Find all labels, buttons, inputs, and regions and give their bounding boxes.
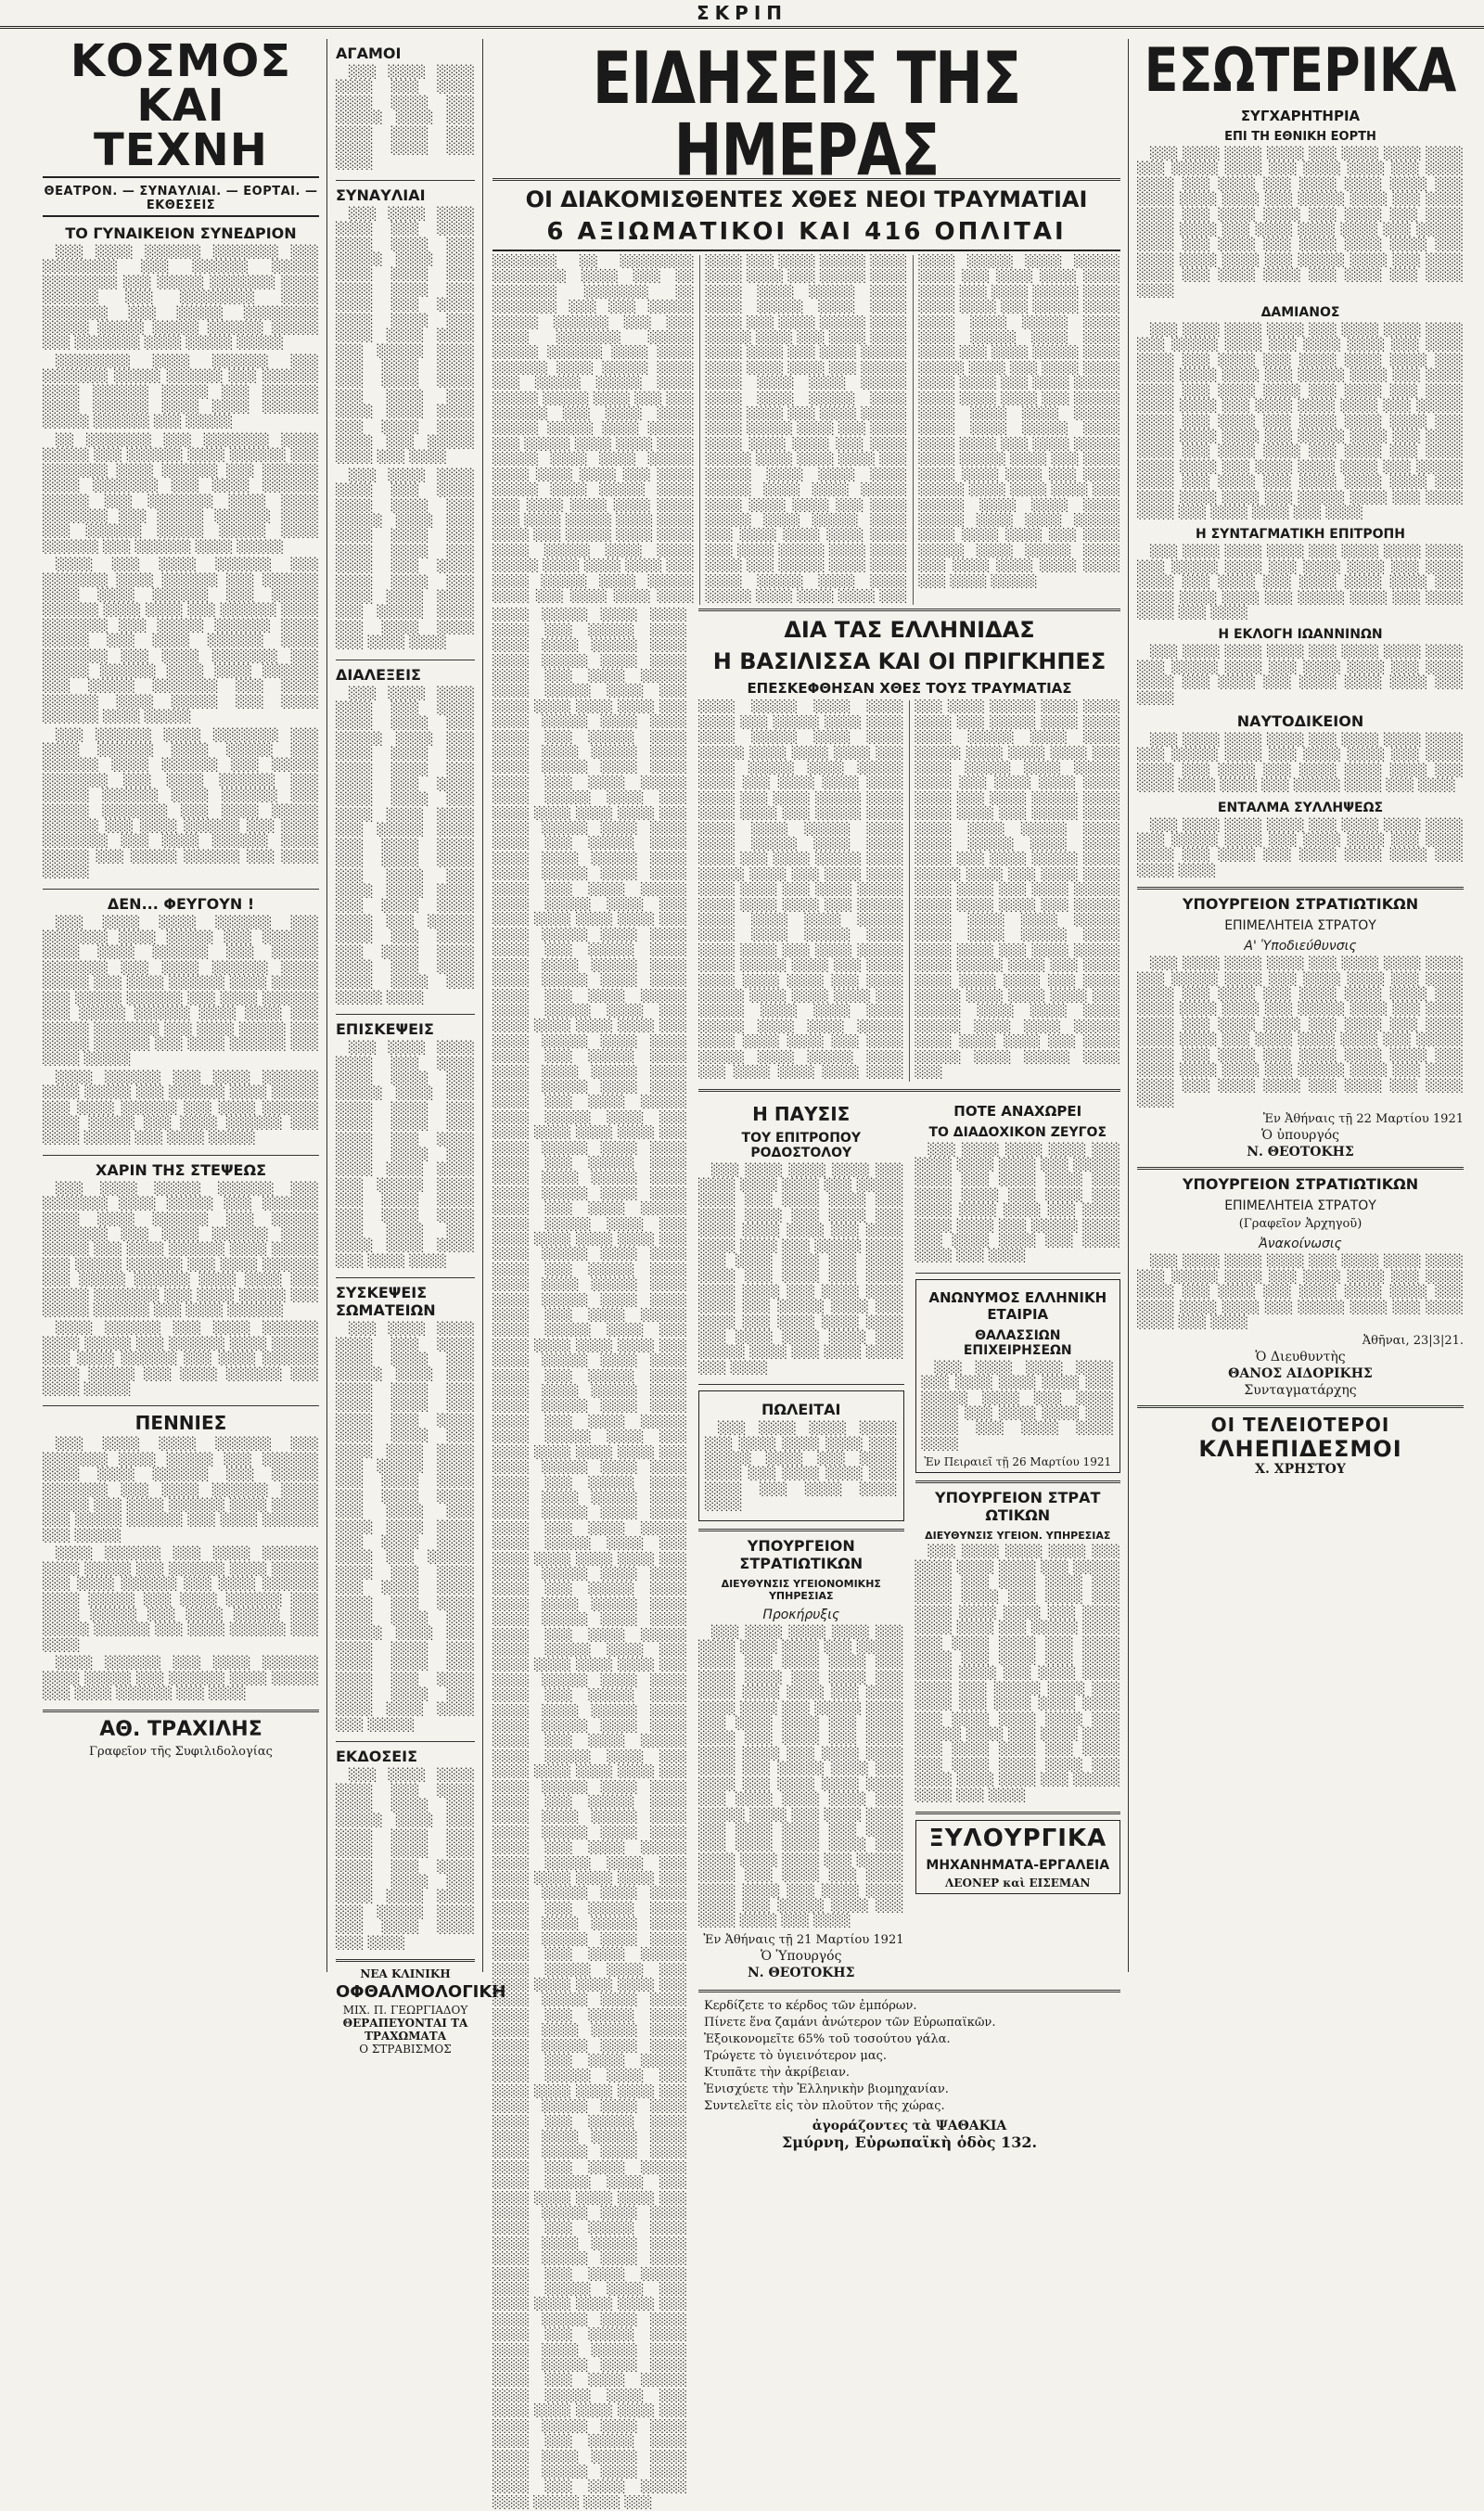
signer-title: Ὁ ὑπουργός (1261, 1128, 1339, 1144)
notice-date: Ἀθῆναι, 23|3|21. (1362, 1334, 1464, 1349)
ad-wood-seller: ΛΕΟΝΕΡ καὶ ΕΙΣΕΜΑΝ (945, 1877, 1091, 1890)
headline-greek-women: ΔΙΑ ΤΑΣ ΕΛΛΗΝΙΔΑΣ (784, 617, 1035, 644)
news-main: ΕΙΔΗΣΕΙΣ ΤΗΣ ΗΜΕΡΑΣ ΟΙ ΔΙΑΚΟΜΙΣΘΕΝΤΕΣ ΧΘΕΣ ΝΕΟΙ ΤΡΑΥΜΑΤΙΑΙ 6 ΑΞΙΩΜΑΤΙΚΟΙ ΚΑΙ 416 ΟΠΛΙΤΑΙ ░░░░░░░ ░░ ░░░░░░░░ ░░░░░░░░ ░░░░ ░░░ ░░ ░░░░░░░ ░░░░░░░ ░░ ░░░░░░░ ░░░ ░░░ ░░░░░ ░░░░░ ░░░░░░ ░░░ ░░░ ░░░░ ░░░░░░░ ░░░░░ ░░░░░ ░░░░░░ ░░░░ ░░░░ ░░░░░░ ░░░░ ░░░░░ ░░░░ ░░░ ░░░░░ ░░░░░ ░░░░ ░░░░░ ░░░░░ ░░░░ ░░░ ░░░ ░░░░░░ ░░░ ░░░░ ░░░░ ░░░░░ ░░░░░ ░░░░ ░░░░░ ░░░ ░░░░░ ░░░░ ░░░░ ░░░░ ░░░░░ ░░░░ ░░░░ ░░░░░ ░░░░ ░░░░ ░░░░ ░░░ ░░░░ ░░░░░ ░░░░ ░░░░░ ░░░░ ░░░ ░░░░ ░░░░ ░░░░ ░░░░ ░░░ ░░░░ ░░░░░ ░░░░ ░░░░ ░░░░ ░░░ ░░░░░ ░░░░ ░░░░ ░░░░ ░░░░░ ░░░░ ░░░░ ░░░░░ ░░░░ ░░░░ ░░░░ ░░░ ░░░░ ░░░░░ ░░░░ ░░░░░ ░░░░ ░░░ ░░░░ ░░░░ ░░░░ ░░░░ ░░░ ░░░░ ░░░░░ ░░░░ ░░░░ ░░░░ ░░░ ░░░░░ ░░░░ ░░░░ ░░░░ ░░░░░ ░░░░ ░░░░ ░░░░░ ░░░░ ░░░░ ░░░░ ░░░ ░░░░ ░░░░░ ░░░░ ░░░░░ ░░░░ ░░░ ░░░░ ░░░░ ░░░░ ░░░░ ░░░ ░░░░ ░░░░░ ░░░░ ░░░░ ░░░░ ░░░ ░░░░░ ░░░░ ░░░░ ░░░░ ░░░░░ ░░░░ ░░░░ ░░░░░ ░░░░ ░░░░ ░░░░ ░░░ ░░░░ ░░░░░ ░░░░ ░░░░░ ░░░░ ░░░ ░░░░ ░░░░ ░░░░ ░░░░ ░░░ ░░░░ ░░░░░ ░░░░ ░░░░ ░░░░ ░░░ ░░░░░ ░░░░ ░░░░ ░░░░ ░░░░░ ░░░░ ░░░░ ░░░░░ ░░░░ ░░░░ ░░░░ ░░░ ░░░░ ░░░░░ ░░░░ ░░░░░ ░░░░ ░░░ ░░░░ ░░░░ ░░░░ ░░░░ ░░░ ░░░░ ░░░░░ ░░░░ ░░░░ ░░░░ ░░░ ░░░░░ ░░░░ ░░░░ ░░░░ ░░░░░ ░░░░ ░░░░ ░░░░░ ░░░░ ░░░░ ░░░░ ░░░ ░░░░ ░░░░░ ░░░░ ░░░░░ ░░░░ ░░░ ░░░░ ░░░░ ░░░░ ░░░░ ░░░ ░░░░ ░░░░░ ░░░░ ░░░░ ░░░░ ░░░ ░░░░░ ░░░░ ░░░░ ░░░░ ░░░░░ ░░░░ ░░░░ ░░░░░ ░░░░ ░░░░ ░░░░ ░░░ ░░░░ ░░░░░ ░░░░ ░░░░░ ░░░░ ░░░ ░░░░ ░░░░ ░░░░ ░░░░ ░░░ ░░░░ ░░░░░ ░░░░ ░░░░ ░░░░ ░░░ ░░░░░ ░░░░ ░░░░ ░░░░ ░░░░░ ░░░░ ░░░░ ░░░░░ ░░░░ ░░░░ ░░░░ ░░░ ░░░░ ░░░░░ ░░░░ ░░░░░ ░░░░ ░░░ ░░░░ ░░░░ ░░░░ ░░░░ ░░░ ░░░░ ░░░░░ ░░░░ ░░░░ ░░░░ ░░░ ░░░░░ ░░░░ ░░░░ ░░░░ ░░░░░ ░░░░ ░░░░ ░░░░░ ░░░░ ░░░░ ░░░░ ░░░ ░░░░ ░░░░░ ░░░░ ░░░░░ ░░░░ ░░░ ░░░░ ░░░░ ░░░░ ░░░░ ░░░ ░░░░ ░░░░░ ░░░░ ░░░░░ ░░░░ ░░░░ ░░░░ ░░░ ░░░░░ ░░░░ ░░░░ ░░░░ ░░░░░ ░░░░ ░░░░ ░░░░░ ░░░░ ░░░░ ░░░░ ░░░ ░░░░ ░░░░░ ░░░░ ░░░░░ ░░░░ ░░░ ░░░░ ░░░░ ░░░░ ░░░░ ░░░ ░░░░ ░░░░░ ░░░░ ░░░░ ░░░░ ░░░ ░░░░░ ░░░░ ░░░░ ░░░░ ░░░░░ ░░░░ ░░░░ ░░░░░ ░░░░ ░░░░ ░░░░ ░░░ ░░░░ ░░░░░ ░░░░ ░░░░░ ░░░░ ░░░ ░░░░ ░░░░ ░░░░ ░░░░ ░░░ ░░░░ ░░░░░ ░░░░ ░░░░ ░░░░ ░░░ ░░░░░ ░░░░ ░░░░ ░░░░ ░░░░░ ░░░░ ░░░░ ░░░░░ ░░░░ ░░░░ ░░░░ ░░░ ░░░░ ░░░░░ ░░░░ ░░░░░ ░░░░ ░░░ ░░░░ ░░░░ ░░░░ ░░░░ ░░░ ░░░░ ░░░░░ ░░░░ ░░░░ ░░░░ ░░░ ░░░░░ ░░░░ ░░░░ ░░░░ ░░░░░ ░░░░ ░░░░ ░░░░░ ░░░░ ░░░░ ░░░░ ░░░ ░░░░ ░░░░░ ░░░░ ░░░░░ ░░░░ ░░░ ░░░░ ░░░░ ░░░░ ░░░░ ░░░ ░░░░ ░░░░░ ░░░░ ░░░░ ░░░░ ░░░ ░░░░░ ░░░░ ░░░░ ░░░░ ░░░░░ ░░░░ ░░░░ ░░░░░ ░░░░ ░░░░ ░░░░ ░░░ ░░░░ ░░░░░ ░░░░ ░░░░░ ░░░░ ░░░ ░░░░ ░░░░ ░░░░ ░░░░ ░░░ ░░░░ ░░░░░ ░░░░ ░░░░ ░░░░ ░░░ ░░░░░ ░░░░ ░░░░ ░░░░ ░░░░░ ░░░░ ░░░░ ░░░░░ ░░░░ ░░░░ ░░░░ ░░░ ░░░░ ░░░░░ ░░░░ ░░░░░ ░░░░ ░░░ ░░░░ ░░░░ ░░░░ ░░░░ ░░░ ░░░░ ░░░░░ ░░░░ ░░░░ ░░░░ ░░░ ░░░░░ ░░░░ ░░░░ ░░░░ ░░░░░ ░░░░ ░░░░ ░░░░░ ░░░░ ░░░░ ░░░░ ░░░ ░░░░ ░░░░░ ░░░░ ░░░░░ ░░░░ ░░░ ░░░░ ░░░░ ░░░░ ░░░░ ░░░ ░░░░ ░░░░░ ░░░░ ░░░░ ░░░░ ░░░ ░░░░░ ░░░░ ░░░░ ░░░░ ░░░░░ ░░░░ ░░░░ ░░░░░ ░░░░ ░░░░ ░░░░ ░░░ ░░░░ ░░░░░ ░░░░ ░░░░░ ░░░░ ░░░ ░░░░ ░░░░ ░░░░ ░░░░ ░░░ ░░░░ ░░░░░ ░░░░ ░░░░ ░░░░ ░░░ ░░░░░ ░░░░ ░░░░ ░░░░ ░░░░░ ░░░░ ░░░░ ░░░░░ ░░░░ ░░░░ ░░░░ ░░░ ░░░░ ░░░░░ ░░░░ ░░░░░ ░░░░ ░░░ ░░░░ ░░░░ ░░░░ ░░░░ ░░░ ░░░░ ░░░░░ ░░░░ ░░░░ ░░░░ ░░░ ░░░░░ ░░░░ ░░░░ ░░░░ ░░░░░ ░░░░ ░░░░ ░░░░░ ░░░░ ░░░░ ░░░░ ░░░ ░░░░ ░░░░░ ░░░░ ░░░░░ ░░░░ ░░░ ░░░░ ░░░░ ░░░░ ░░░░ ░░░ ░░░░ ░░░░░ ░░░░ ░░░░ ░░░░ ░░░ ░░░░░ ░░░░ ░░░░ ░░░░ ░░░░░ ░░░░ ░░░░ ░░░░░ ░░░░ ░░░░ ░░░░ ░░░ ░░░░ ░░░░░ ░░░░ ░░░░░ ░░░░ ░░░ ░░░░ ░░░░ ░░░░ ░░░░ ░░░ ░░░░ ░░░░░ ░░░░ ░░░░ ░░░░ ░░░ ░░░░░ ░░░░ ░░░░ ░░░░ ░░░░░ ░░░░ ░░░░ ░░░░░ ░░░░ ░░░░ ░░░░ ░░░ ░░░░ ░░░░░ ░░░░ ░░░░░ ░░░░ ░░░ ░░░░ ░░░░ ░░░░ ░░░░ ░░░ ░░░░ ░░░░░ ░░░░ ░░░░ ░░░░ ░░░ ░░░░░ ░░░░ ░░░░ ░░░░ ░░░░░ ░░░░ ░░░░ ░░░░░ ░░░░ ░░░░ ░░░░ ░░░ ░░░░ ░░░░░ ░░░░ ░░░░░ ░░░░ ░░░ ░░░░ ░░░░ ░░░░ ░░░░ ░░░ ░░░░ ░░░░░ ░░░░ ░░░░ ░░░░ ░░░ ░░░░░ ░░░░ ░░░░ ░░░░ ░░░░░ ░░░░ ░░░░ ░░░░░ ░░░░ ░░░░ ░░░░ ░░░ ░░░░ ░░░░░ ░░░░ ░░░░░ ░░░░ ░░░ ░░░░ ░░░░ ░░░░ ░░░░ ░░░ ░░░░ ░░░░░ ░░░░ ░░░░ ░░░░ ░░░ ░░░░░ ░░░░ ░░░░ ░░░░ ░░░░░ ░░░░ ░░░░ ░░░░░ ░░░░ ░░░░ ░░░░ ░░░ ░░░░ ░░░░░ ░░░░ ░░░░░ ░░░░ ░░░ ░░░░ ░░░░ ░░░░ ░░░░ ░░░ ░░░░ ░░░░░ ░░░░ ░░░░ ░░░░ ░░░ ░░░░░ ░░░░ ░░░░ ░░░░ ░░░░░ ░░░░ ░░░░ ░░░░░ ░░░░ ░░░░ ░░░░ ░░░ ░░░░ ░░░░░ ░░░░ ░░░░░ ░░░░ ░░░ ░░░░ ░░░░ ░░░░ ░░░░ ░░░ ░░░░ ░░░░░ ░░░░ ░░░░ ░░░░ ░░░ ░░░░░ ░░░░ ░░░░ ░░░░ ░░░░░ ░░░░ ░░░░ ░░░░░ ░░░░ ░░░░ ░░░░ ░░░ ░░░░ ░░░░░ ░░░░ ░░░░░ ░░░░ ░░░ ░░░░ ░░░░ ░░░░ ░░░░ ░░░ ░░░░ ░░░░░ ░░░░ ░░░░ ░░░░ ░░░ ░░░░░ ░░░░ ░░░░ ░░░░ ░░░░░ ░░░░ ░░░░ ░░░░░ ░░░░ ░░░░ ░░░░ ░░░ ░░░░ ░░░░░ ░░░░ ░░░░░ ░░░░ ░░░ ΔΙΑ ΤΑΣ ΕΛΛΗΝΙΔΑΣ Η ΒΑΣΙΛΙΣΣΑ ΚΑΙ ΟΙ ΠΡΙΓΚΗΠΕΣ ΕΠΕΣΚΕΦΘΗΣΑΝ ΧΘΕΣ ΤΟΥΣ ΤΡΑΥΜΑΤΙΑΣ ░░░░ ░░░░░ ░░░░ ░░░░ ░░░░ ░░░ ░░░░░ ░░░░ ░░░░ ░░░░ ░░░░░ ░░░░ ░░░░ ░░░░░ ░░░░ ░░░░ ░░░░ ░░░ ░░░░ ░░░░░ ░░░░ ░░░░░ ░░░░ ░░░ ░░░░ ░░░░ ░░░░ ░░░░ ░░░ ░░░░ ░░░░░ ░░░░ ░░░░ ░░░░ ░░░ ░░░░░ ░░░░ ░░░░ ░░░░ ░░░░░ ░░░░ ░░░░ ░░░░░ ░░░░ ░░░░ ░░░░ ░░░ ░░░░ ░░░░░ ░░░░ ░░░░░ ░░░░ ░░░ ░░░░ ░░░░ ░░░░ ░░░░ ░░░ ░░░░ ░░░░░ ░░░░ ░░░░ ░░░░ ░░░ ░░░░░ ░░░░ ░░░░ ░░░░ ░░░░░ ░░░░ ░░░░ ░░░░░ ░░░░ ░░░░ ░░░░ ░░░ ░░░░ ░░░░░ ░░░░ ░░░░░ ░░░░ ░░░ ░░░░ ░░░░ ░░░░ ░░░░ ░░░ ░░░░ ░░░░░ ░░░░ ░░░░ ░░░░ ░░░ ░░░░░ ░░░░ ░░░░ ░░░░ ░░░░░ ░░░░ ░░░░ ░░░░░ ░░░░ ░░░░ ░░░░ ░░░ ░░░░ ░░░░░ ░░░░ ░░░░░ ░░░░ ░░░ ░░░░ ░░░░ ░░░░ ░░░░ ░░░ ░░░░ ░░░░░ ░░░░ ░░░░ ░░░░ ░░░ ░░░░░ ░░░░ ░░░░ ░░░░ ░░░░░ ░░░░ ░░░░ ░░░░░ ░░░░ ░░░░ ░░░░ ░░░ ░░░░ ░░░░░ ░░░░ ░░░░░ ░░░░ ░░░ ░░░░ ░░░░ ░░░░ ░░░░ ░░░ ░░░░ ░░░░░ ░░░░ ░░░░ ░░░░ ░░░ ░░░░░ ░░░░ ░░░░ ░░░░ ░░░░░ ░░░░ ░░░░ ░░░░░ ░░░░ ░░░░ ░░░░ ░░░ ░░░░ ░░░░░ ░░░░ ░░░░░ ░░░░ ░░░ ░░░░ ░░░░ ░░░░ ░░░░ ░░░ ░░░░ ░░░░░ ░░░░ ░░░░ ░░░░ ░░░ ░░░░░ ░░░░ ░░░░ ░░░░ ░░░░░ ░░░░ ░░░░ ░░░░░ ░░░░ ░░░░ ░░░░ ░░░ ░░░░ ░░░░░ ░░░░ ░░░░░ ░░░░ ░░░ ░░░░ ░░░░ ░░░░ ░░░░ ░░░ ░░░░ ░░░░░ ░░░░ ░░░░ ░░░░ ░░░ ░░░░░ ░░░░ ░░░░ ░░░░ ░░░░░ ░░░░ ░░░░ ░░░░░ ░░░░ ░░░░ ░░░░ ░░░ ░░░░ ░░░░░ ░░░░ ░░░░░ ░░░░ ░░░ Η ΠΑΥΣΙΣ ΤΟΥ ΕΠΙΤΡΟΠΟΥ ΡΟΔΟΣΤΟΛΟΥ ░░░ ░░░░ ░░░░ ░░░░ ░░░ ░░░░ ░░░░ ░░░░ ░░░ ░░░░░ ░░░░ ░░░ ░░░░ ░░░░ ░░░ ░░░░ ░░░░ ░░░ ░░░░ ░░░ ░░░░ ░░░░ ░░░░ ░░░ ░░░░ ░░░░ ░░░░ ░░░ ░░░░░ ░░░░ ░░░ ░░░░ ░░░░ ░░░ ░░░░ ░░░░ ░░░ ░░░░ ░░░ ░░░░ ░░░░ ░░░░ ░░░ ░░░░ ░░░░ ░░░░ ░░░ ░░░░░ ░░░░ ░░░ ░░░░ ░░░ ░░░░ ░░░░ ░░░░ ░░░ ░░░░ ░░░░ ░░░░ ░░░ ░░░░░ ░░░░ ░░░ ░░░░ ░░░░ ░░░ ░░░░ ΠΩΛΕΙΤΑΙ ░░░ ░░░░ ░░░░ ░░░░ ░░░ ░░░░ ░░░░ ░░░░ ░░░ ░░░░░ ░░░░ ░░░ ░░░░ ░░░░ ░░░ ░░░░ ░░░░ ░░░ ░░░░ ░░░ ░░░░ ░░░░ ░░░░ ΥΠΟΥΡΓΕΙΟΝ ΣΤΡΑΤΙΩΤΙΚΩΝ ΔΙΕΥΘΥΝΣΙΣ ΥΓΕΙΟΝΟΜΙΚΗΣ ΥΠΗΡΕΣΙΑΣ Προκήρυξις ░░░ ░░░░ ░░░░ ░░░░ ░░░ ░░░░ ░░░░ ░░░░ ░░░ ░░░░░ ░░░░ ░░░ ░░░░ ░░░░ ░░░ ░░░░ ░░░░ ░░░ ░░░░ ░░░ ░░░░ ░░░░ ░░░░ ░░░ ░░░░ ░░░░ ░░░░ ░░░ ░░░░░ ░░░░ ░░░ ░░░░ ░░░░ ░░░ ░░░░ ░░░░ ░░░ ░░░░ ░░░ ░░░░ ░░░░ ░░░░ ░░░ ░░░░ ░░░░ ░░░░ ░░░ ░░░░░ ░░░░ ░░░ ░░░░ ░░░ ░░░░ ░░░░ ░░░░ ░░░ ░░░░ ░░░░ ░░░░ ░░░ ░░░░░ ░░░░ ░░░ ░░░░ ░░░░ ░░░ ░░░░ ░░░░ ░░░ ░░░░ ░░░ ░░░░ ░░░░ ░░░░ ░░░ ░░░░ ░░░░ ░░░░ ░░░ ░░░░░ ░░░░ ░░░ ░░░░ ░░░ ░░░░ ░░░░ ░░░░ ░░░ ░░░░ ░░░░ ░░░░ ░░░ ░░░░░ ░░░░ ░░░ ░░░░ ░░░░ ░░░ ░░░░ Ἐν Ἀθήναις τῇ 21 Μαρτίου 1921 Ὁ Ὑπουργός Ν. ΘΕΟΤΟΚΗΣ ΠΟΤΕ ΑΝΑΧΩΡΕΙ ΤΟ ΔΙΑΔΟΧΙΚΟΝ ΖΕΥΓΟΣ ░░░ ░░░░ ░░░░ ░░░░ ░░░ ░░░░ ░░░░ ░░░░ ░░░ ░░░░░ ░░░░ ░░░ ░░░░ ░░░░ ░░░ ░░░░ ░░░░ ░░░ ░░░░ ░░░ ░░░░ ░░░░ ░░░░ ░░░ ░░░░ ░░░░ ░░░░ ░░░ ░░░░░ ░░░░ ░░░ ░░░░ ░░░░ ░░░ ░░░░ ░░░░ ░░░ ░░░░ ΑΝΩΝΥΜΟΣ ΕΛΛΗΝΙΚΗ ΕΤΑΙΡΙΑ ΘΑΛΑΣΣΙΩΝ ΕΠΙΧΕΙΡΗΣΕΩΝ ░░░ ░░░░ ░░░░ ░░░░ ░░░ ░░░░ ░░░░ ░░░░ ░░░ ░░░░░ ░░░░ ░░░ ░░░░ ░░░░ ░░░ ░░░░ ░░░░ ░░░ ░░░░ ░░░ ░░░░ ░░░░ ░░░░ Ἐν Πειραιεῖ τῇ 26 Μαρτίου 1921 ΥΠΟΥΡΓΕΙΟΝ ΣΤΡΑΤ ΩΤΙΚΩΝ ΔΙΕΥΘΥΝΣΙΣ ΥΓΕΙΟΝ. ΥΠΗΡΕΣΙΑΣ ░░░ ░░░░ ░░░░ ░░░░ ░░░ ░░░░ ░░░░ ░░░░ ░░░ ░░░░░ ░░░░ ░░░ ░░░░ ░░░░ ░░░ ░░░░ ░░░░ ░░░ ░░░░ ░░░ ░░░░ ░░░░ ░░░░ ░░░ ░░░░ ░░░░ ░░░░ ░░░ ░░░░░ ░░░░ ░░░ ░░░░ ░░░░ ░░░ ░░░░ ░░░░ ░░░ ░░░░ ░░░ ░░░░ ░░░░ ░░░░ ░░░ ░░░░ ░░░░ ░░░░ ░░░ ░░░░░ ░░░░ ░░░ ░░░░ ░░░ ░░░░ ░░░░ ░░░░ ░░░ ░░░░ ░░░░ ░░░░ ░░░ ░░░░░ ░░░░ ░░░ ░░░░ ░░░░ ░░░ ░░░░ ░░░░ ░░░ ░░░░ ░░░ ░░░░ ░░░░ ░░░░ ░░░ ░░░░ ░░░░ ░░░░ ░░░ ░░░░░ ░░░░ ░░░ ░░░░ ΞΥΛΟΥΡΓΙΚΑ ΜΗΧΑΝΗΜΑΤΑ-ΕΡΓΑΛΕΙΑ ΛΕΟΝΕΡ καὶ ΕΙΣΕΜΑΝ Κερδίζετε το κέρδος τῶν ἐμπόρων. Πίνετε ἕνα ζαμάνι ἀνώτερον τῶν Εὐρωπαϊκῶν. Ἐξοικονομεῖτε 65% τοῦ τοσούτου γάλα. Τρώγετε τὸ ὑγιεινότερον μας. Κτυπᾶτε τὴν ἀκρίβειαν. Ἐνισχύετε τὴν Ἑλληνικὴν βιομηχανίαν. Συντελεῖτε εἰς τὸν πλοῦτον τῆς χώρας. ἀγοράζοντες τὰ ΨΑΘΑΚΙΑ Σμύρνη, Εὐρωπαϊκὴ ὁδὸς 132. (493, 35, 1120, 2510)
column-news (336, 35, 1120, 2510)
headline-editions: ΕΚΔΟΣΕΙΣ (336, 1748, 418, 1766)
headline-warrant: ΕΝΤΑΛΜΑ ΣΥΛΛΗΨΕΩΣ (1217, 800, 1384, 815)
divider (1137, 1167, 1464, 1170)
divider (336, 180, 475, 181)
ad-title-1: ΟΙ ΤΕΛΕΙΟΤΕΡΟΙ (1210, 1414, 1390, 1437)
divider (336, 1277, 475, 1278)
headline-queen: Η ΒΑΣΙΛΙΣΣΑ ΚΑΙ ΟΙ ΠΡΙΓΚΗΠΕΣ (712, 648, 1107, 675)
notice-date: Ἐν Ἀθήναις τῇ 21 Μαρτίου 1921 (703, 1932, 904, 1947)
headline-pennies: ΠΕΝΝΙΕΣ (134, 1412, 227, 1435)
divider (915, 1812, 1121, 1814)
ad-address: Σμύρνη, Εὐρωπαϊκὴ ὁδὸς 132. (781, 2133, 1038, 2151)
headline-committee: Η ΣΥΝΤΑΓΜΑΤΙΚΗ ΕΠΙΤΡΟΠΗ (1196, 527, 1405, 543)
masthead (0, 0, 1484, 29)
article-wounded: ░░░░░░░ ░░ ░░░░░░░░ ░░░░░░░░ ░░░░ ░░░ ░░ ░░░░░░░ ░░░░░░░ ░░ ░░░░░░░ ░░░ ░░░ ░░░░░ ░░░░░ ░░░░░░ ░░░ ░░░ ░░░░ ░░░░░░░ ░░░░░ ░░░░░ ░░░░░░ ░░░░ ░░░░ ░░░░░░ ░░░░ ░░░░░ ░░░░ ░░░ ░░░░░ ░░░░░ ░░░░ ░░░░░ ░░░░░ ░░░░ ░░░ ░░░ ░░░░░░ ░░░ ░░░░ ░░░░ ░░░░░ ░░░░░ ░░░░ ░░░░░ ░░░ ░░░░░ ░░░░ ░░░░ ░░░░ ░░░░░ ░░░░ ░░░░ ░░░░░ ░░░░ ░░░░ ░░░░ ░░░ ░░░░ ░░░░░ ░░░░ ░░░░░ ░░░░ ░░░ ░░░░ ░░░░ ░░░░ ░░░░ ░░░ ░░░░ ░░░░░ ░░░░ ░░░░ ░░░░ ░░░ ░░░░░ ░░░░ ░░░░ ░░░░ ░░░░░ ░░░░ ░░░░ ░░░░░ ░░░░ ░░░░ ░░░░ ░░░ ░░░░ ░░░░░ ░░░░ ░░░░░ ░░░░ ░░░ ░░░░ ░░░░ ░░░░ ░░░░ ░░░ ░░░░ ░░░░░ ░░░░ ░░░░ ░░░░ ░░░ ░░░░░ ░░░░ ░░░░ ░░░░ ░░░░░ ░░░░ ░░░░ ░░░░░ ░░░░ ░░░░ ░░░░ ░░░ ░░░░ ░░░░░ ░░░░ ░░░░░ ░░░░ ░░░ ░░░░ ░░░░ ░░░░ ░░░░ ░░░ ░░░░ ░░░░░ ░░░░ ░░░░ ░░░░ ░░░ ░░░░░ ░░░░ ░░░░ ░░░░ ░░░░░ ░░░░ ░░░░ ░░░░░ ░░░░ ░░░░ ░░░░ ░░░ ░░░░ ░░░░░ ░░░░ ░░░░░ ░░░░ ░░░ ░░░░ ░░░░ ░░░░ ░░░░ ░░░ ░░░░ ░░░░░ ░░░░ ░░░░ ░░░░ ░░░ ░░░░░ ░░░░ ░░░░ ░░░░ ░░░░░ ░░░░ ░░░░ ░░░░░ ░░░░ ░░░░ ░░░░ ░░░ ░░░░ ░░░░░ ░░░░ ░░░░░ ░░░░ ░░░ ░░░░ ░░░░ ░░░░ ░░░░ ░░░ ░░░░ ░░░░░ ░░░░ ░░░░ ░░░░ ░░░ ░░░░░ ░░░░ ░░░░ ░░░░ ░░░░░ ░░░░ ░░░░ ░░░░░ ░░░░ ░░░░ ░░░░ ░░░ ░░░░ ░░░░░ ░░░░ ░░░░░ ░░░░ ░░░ ░░░░ ░░░░ ░░░░ ░░░░ ░░░ ░░░░ ░░░░░ ░░░░ ░░░░ ░░░░ ░░░ ░░░░░ ░░░░ ░░░░ ░░░░ ░░░░░ ░░░░ ░░░░ ░░░░░ ░░░░ ░░░░ ░░░░ ░░░ ░░░░ ░░░░░ ░░░░ ░░░░░ ░░░░ ░░░ ░░░░ ░░░░ ░░░░ ░░░░ ░░░ ░░░░ ░░░░░ ░░░░ ░░░░ ░░░░ ░░░ ░░░░░ ░░░░ ░░░░ ░░░░ ░░░░░ ░░░░ ░░░░ ░░░░░ ░░░░ ░░░░ ░░░░ ░░░ ░░░░ ░░░░░ ░░░░ ░░░░░ ░░░░ ░░░ ░░░░ ░░░░ ░░░░ ░░░░ ░░░ ░░░░ ░░░░░ ░░░░ ░░░░ ░░░░ ░░░ ░░░░░ ░░░░ ░░░░ ░░░░ ░░░░░ ░░░░ ░░░░ ░░░░░ ░░░░ ░░░░ ░░░░ ░░░ ░░░░ ░░░░░ ░░░░ ░░░░░ ░░░░ ░░░ ░░░░ ░░░░ ░░░░ ░░░░ ░░░ ░░░░ ░░░░░ (493, 255, 1120, 604)
ad-list-item: Τρώγετε τὸ ὑγιεινότερον μας. (704, 2048, 888, 2063)
ad-clinic-doctor: ΜΙΧ. Π. ΓΕΩΡΓΙΑΔΟΥ (342, 2004, 468, 2018)
ad-clinic-line2: Ο ΣΤΡΑΒΙΣΜΟΣ (359, 2043, 452, 2056)
masthead-title: ΣΚΡΙΠ (697, 2, 787, 24)
ad-title-2: ΚΛΗΕΠΙΔΕΣΜΟΙ (1198, 1436, 1402, 1463)
divider (336, 1959, 475, 1962)
subheadline-ministry: ΕΠΙΜΕΛΗΤΕΙΑ ΣΤΡΑΤΟΥ (1224, 918, 1376, 934)
article-text: ░░░ ░░░░ ░░░░ ░░░░░░ ░░░ ░░░░░░░ ░░░░ ░░░░░ ░░░ ░░░░░░ ░░░░ ░░░░ ░░░░░░ ░░░ ░░░░░ ░░░░░░░ ░░░ ░░░░ ░░░░░░ ░░░░ ░░░░░ ░░░ ░░░░ ░░░░░░ ░░░░ ░░░░░ ░░░ ░░░░░ ░░░░░░ ░░░ ░░░░ ░░░░░░ ░░░ ░░░░░ ░░░░ ░░░░░░ ░░░ ░░░░ ░░░░░░ ░░░░ ░░░░░ ░░░ ░░░░░░ ░░░░ ░░░░░ ░░░ ░░░░ ░░░░░░ ░░░ ░░░░ ░░░░░░ ░░░░ ░░░░░ ░░░ ░░░░ ░░░░░░ ░░░ ░░░░ ░░░░░ ░░░ ░░░░ ░░░░░ ░░░ ░░░░░ ░░░░░░ ░░░ ░░░░ ░░░░░░ ░░░ ░░░░ ░░░░ ░░░░░░ ░░░ ░░░░ ░░░░░░ ░░░░ ░░░░░ ░░░ ░░░░░░ ░░░░ ░░░░░ ░░░ ░░░░ ░░░░░░ ░░░ ░░░░ (43, 1438, 319, 1701)
column-rule (326, 39, 327, 1972)
ad-wood-sub: ΜΗΧΑΝΗΜΑΤΑ-ΕΡΓΑΛΕΙΑ (926, 1858, 1110, 1874)
ministry-date: Ἐν Ἀθήναις τῇ 22 Μαρτίου 1921 (1262, 1112, 1464, 1127)
headline-leaving: ΔΕΝ... ΦΕΥΓΟΥΝ ! (107, 894, 255, 913)
divider (43, 1405, 319, 1406)
ad-clinic-line1: ΘΕΡΑΠΕΥΟΝΤΑΙ ΤΑ ΤΡΑΧΩΜΑΤΑ (342, 2017, 468, 2043)
ad-list-item: Ἐξοικονομεῖτε 65% τοῦ τοσούτου γάλα. (704, 2031, 951, 2046)
ad-list-item: Κτυπᾶτε τὴν ἀκρίβειαν. (704, 2065, 851, 2080)
article-text: ░░░ ░░░░ ░░░░ ░░░░░░ ░░░ ░░░░░░░ ░░░░ ░░░░░ ░░░ ░░░░░░ ░░░░ ░░░░ ░░░░░░ ░░░ ░░░░░ ░░░░░░░ ░░░ ░░░░ ░░░░░░ ░░░░ ░░░░░ ░░░ ░░░░ ░░░░░░ ░░░░ ░░░░░ ░░░ ░░░░░ ░░░░░░ ░░░ ░░░░ ░░░░░░ ░░░ ░░░░░ ░░░░░░ ░░░░ ░░░░ ░░░ ░░░░░ ░░░░░░░ ░░░ ░░░░ ░░░░░ ░░░ ░░░░░ ░░░░░░ ░░░ ░░░░ ░░░░░░ ░░░ ░░░░ ░░░░░ ░░░░ ░░░░░░ ░░░ ░░░░ ░░░░░░ ░░░░ ░░░░░ ░░░ ░░░░░░ ░░░░ ░░░░░ ░░░ ░░░░ ░░░░░░ ░░░ ░░░░ ░░░░░░ ░░░░ ░░░░░ ░░░ ░░░░ ░░░░░░ ░░░ ░░░░ ░░░░░ ░░░ ░░░░ ░░░░░ (43, 916, 319, 1147)
director-title: Ὁ Διευθυντὴς (1255, 1350, 1346, 1365)
divider (698, 1529, 904, 1531)
section-title: ΚΟΣΜΟΣ ΚΑΙ ΤΕΧΝΗ (43, 39, 319, 178)
ad-maker: Χ. ΧΡΗΣΤΟΥ (1255, 1462, 1346, 1478)
ad-company-date: Ἐν Πειραιεῖ τῇ 26 Μαρτίου 1921 (924, 1455, 1112, 1469)
divider (43, 1710, 319, 1712)
ad-psathakia (698, 1998, 1120, 2151)
notice-title: Ἀνακοίνωσις (1259, 1236, 1342, 1252)
divider (915, 1273, 1121, 1274)
ad-wood-title: ΞΥΛΟΥΡΓΙΚΑ (928, 1825, 1107, 1853)
ad-list-item: Ἐνισχύετε τὴν Ἑλληνικὴν βιομηχανίαν. (704, 2082, 949, 2096)
divider (698, 1384, 904, 1385)
subheadline-ministry1: ΔΙΕΥΘΥΝΣΙΣ ΥΓΕΙΟΝΟΜΙΚΗΣ ΥΠΗΡΕΣΙΑΣ (721, 1577, 881, 1602)
ministry2-office: (Γραφεῖον Ἀρχηγοῦ) (1238, 1217, 1362, 1232)
ad-list-item: Συντελεῖτε εἰς τὸν πλοῦτον τῆς χώρας. (704, 2098, 945, 2113)
divider (336, 1741, 475, 1742)
section-title: ΕΙΔΗΣΕΙΣ ΤΗΣ ΗΜΕΡΑΣ (592, 35, 1021, 193)
headline-pause: Η ΠΑΥΣΙΣ (752, 1102, 851, 1125)
director-name: ΘΑΝΟΣ ΑΙΔΟΡΙΚΗΣ (1228, 1366, 1373, 1382)
ad-doctor-line: Γραφεῖον τῆς Συφιλιδολογίας (89, 1745, 273, 1760)
headline-ministry2: ΥΠΟΥΡΓΕΙΟΝ ΣΤΡΑΤ ΩΤΙΚΩΝ (935, 1489, 1101, 1525)
divider (43, 889, 319, 890)
headline-coronation: ΧΑΡΙΝ ΤΗΣ ΣΤΕΨΕΩΣ (96, 1160, 266, 1179)
ad-clinic-label: ΝΕΑ ΚΛΙΝΙΚΗ (360, 1967, 451, 1981)
subheadline-congrats: ΕΠΙ ΤΗ ΕΘΝΙΚΗ ΕΟΡΤΗ (1224, 130, 1376, 144)
article-queen: ░░░░ ░░░░░ ░░░░ ░░░░ ░░░░ ░░░ ░░░░░ ░░░░ ░░░░ ░░░░ ░░░░░ ░░░░ ░░░░ ░░░░░ ░░░░ ░░░░ ░░░░ ░░░ ░░░░ ░░░░░ ░░░░ ░░░░░ ░░░░ ░░░ ░░░░ ░░░░ ░░░░ ░░░░ ░░░ ░░░░ ░░░░░ ░░░░ ░░░░ ░░░░ ░░░ ░░░░░ ░░░░ ░░░░ ░░░░ ░░░░░ ░░░░ ░░░░ ░░░░░ ░░░░ ░░░░ ░░░░ ░░░ ░░░░ ░░░░░ ░░░░ ░░░░░ ░░░░ ░░░ ░░░░ ░░░░ ░░░░ ░░░░ ░░░ ░░░░ ░░░░░ ░░░░ ░░░░ ░░░░ ░░░ ░░░░░ ░░░░ ░░░░ ░░░░ ░░░░░ ░░░░ ░░░░ ░░░░░ ░░░░ ░░░░ ░░░░ ░░░ ░░░░ ░░░░░ ░░░░ ░░░░░ ░░░░ ░░░ ░░░░ ░░░░ ░░░░ ░░░░ ░░░ ░░░░ ░░░░░ ░░░░ ░░░░ ░░░░ ░░░ ░░░░░ ░░░░ ░░░░ ░░░░ ░░░░░ ░░░░ ░░░░ ░░░░░ ░░░░ ░░░░ ░░░░ ░░░ ░░░░ ░░░░░ ░░░░ ░░░░░ ░░░░ ░░░ ░░░░ ░░░░ ░░░░ ░░░░ ░░░ ░░░░ ░░░░░ ░░░░ ░░░░ ░░░░ ░░░ ░░░░░ ░░░░ ░░░░ ░░░░ ░░░░░ ░░░░ ░░░░ ░░░░░ ░░░░ ░░░░ ░░░░ ░░░ ░░░░ ░░░░░ ░░░░ ░░░░░ ░░░░ ░░░ ░░░░ ░░░░ ░░░░ ░░░░ ░░░ ░░░░ ░░░░░ ░░░░ ░░░░ ░░░░ ░░░ ░░░░░ ░░░░ ░░░░ ░░░░ ░░░░░ ░░░░ ░░░░ ░░░░░ ░░░░ ░░░░ ░░░░ ░░░ ░░░░ ░░░░░ ░░░░ ░░░░░ ░░░░ ░░░ ░░░░ ░░░░ ░░░░ ░░░░ ░░░ ░░░░ ░░░░░ ░░░░ ░░░░ ░░░░ ░░░ ░░░░░ ░░░░ ░░░░ ░░░░ ░░░░░ ░░░░ ░░░░ ░░░░░ ░░░░ ░░░░ ░░░░ ░░░ ░░░░ ░░░░░ ░░░░ ░░░░░ ░░░░ ░░░ ░░░░ ░░░░ ░░░░ ░░░░ ░░░ ░░░░ ░░░░░ ░░░░ ░░░░ ░░░░ ░░░ ░░░░░ ░░░░ ░░░░ ░░░░ ░░░░░ ░░░░ ░░░░ ░░░░░ ░░░░ ░░░░ ░░░░ ░░░ ░░░░ ░░░░░ ░░░░ ░░░░░ ░░░░ ░░░ (698, 700, 1120, 1081)
ad-company-sub: ΘΑΛΑΣΣΙΩΝ ΕΠΙΧΕΙΡΗΣΕΩΝ (963, 1327, 1072, 1358)
headline-ministry1: ΥΠΟΥΡΓΕΙΟΝ ΣΤΡΑΤΙΩΤΙΚΩΝ (739, 1536, 864, 1572)
headline-concerts: ΣΥΝΑΥΛΙΑΙ (336, 186, 426, 204)
headline-ministry-2: ΥΠΟΥΡΓΕΙΟΝ ΣΤΡΑΤΙΩΤΙΚΩΝ (1182, 1175, 1419, 1194)
divider (698, 1990, 1120, 1992)
article-text: ░░░ ░░░░ ░░░░░ ░░░░░░ ░░░ ░░░░░░░ ░░░░ ░░░░░ ░░░ ░░░░░░ ░░░░ ░░░░ ░░░░░░ ░░░ ░░░░░ ░░░░░░░ ░░░ ░░░░ ░░░░░░ ░░░░ ░░░░░ ░░░ ░░░░ ░░░░░░ ░░░░ ░░░░░ ░░░ ░░░░░ ░░░░░░ ░░░ ░░░░ ░░░░░░ ░░░ ░░░░░ ░░░░░░ ░░░░ ░░░░ ░░░ ░░░░░ ░░░░░░░ ░░░ ░░░░ ░░░░░ ░░░ ░░░░░ ░░░░░░ ░░░ ░░░░ ░░░░░░ ░░░░ ░░░░░░ ░░░ ░░░░ ░░░░░░ ░░░░ ░░░░░ ░░░ ░░░░░░ ░░░░ ░░░░░ ░░░ ░░░░ ░░░░░░ ░░░ ░░░░ ░░░░░░ ░░░░ ░░░░░ ░░░ ░░░░ ░░░░░░ ░░░ ░░░░ ░░░░░ (43, 1182, 319, 1398)
ad-sale-title: ΠΩΛΕΙΤΑΙ (761, 1401, 841, 1419)
divider (1137, 1405, 1464, 1408)
headline-naval-court: ΝΑΥΤΟΔΙΚΕΙΟΝ (1236, 712, 1364, 730)
headline-wounded: ΟΙ ΔΙΑΚΟΜΙΣΘΕΝΤΕΣ ΧΘΕΣ ΝΕΟΙ ΤΡΑΥΜΑΤΙΑΙ (525, 186, 1088, 212)
headline-visits: ΕΠΙΣΚΕΨΕΙΣ (336, 1020, 434, 1039)
signer-name: Ν. ΘΕΟΤΟΚΗΣ (1247, 1145, 1354, 1160)
section-title: ΕΣΩΤΕΡΙΚΑ (1144, 35, 1457, 106)
director-rank: Συνταγματάρχης (1244, 1383, 1357, 1399)
headline-couple: ΠΟΤΕ ΑΝΑΧΩΡΕΙ (953, 1102, 1082, 1120)
headline-congrats: ΣΥΓΧΑΡΗΤΗΡΙΑ (1240, 108, 1361, 124)
signer-title: Ὁ Ὑπουργός (761, 1948, 842, 1964)
subheadline-couple: ΤΟ ΔΙΑΔΟΧΙΚΟΝ ΖΕΥΓΟΣ (928, 1124, 1107, 1140)
column-rule (1128, 39, 1129, 1972)
signer-name: Ν. ΘΕΟΤΟΚΗΣ (747, 1965, 855, 1980)
subheadline-pause: ΤΟΥ ΕΠΙΤΡΟΠΟΥ ΡΟΔΟΣΤΟΛΟΥ (741, 1130, 861, 1160)
headline-lectures: ΔΙΑΛΕΞΕΙΣ (336, 665, 421, 684)
headline-congress: ΤΟ ΓΥΝΑΙΚΕΙΟΝ ΣΥΝΕΔΡΙΟΝ (65, 224, 297, 242)
subheadline-ministry2: ΔΙΕΥΘΥΝΣΙΣ ΥΓΕΙΟΝ. ΥΠΗΡΕΣΙΑΣ (925, 1530, 1111, 1543)
headline-meetings: ΣΥΣΚΕΨΕΙΣ ΣΩΜΑΤΕΙΩΝ (336, 1284, 436, 1320)
article-text: ░░░ ░░░░ ░░░░░░ ░░░░░░░ ░░░ ░░░░░░░░ ░░░ ░░░░░░ ░░░░░ ░░░░░░░░ ░░░ ░░░░░ ░░░░░░░ ░░░░ ░░░░░░ ░░░ ░░░░░░░░ ░░░░ ░░░░░░░ ░░░ ░░░░░ ░░░░░░░░ ░░░░░ ░░░░░ ░░░░░ ░░░░░░ ░░░░░ ░░░ ░░░░░░░ ░░░░ ░░░░░ ░░░░░ ░░░░░░░░ ░░░░ ░░░░░░ ░░░ ░░░░░░░ ░░░░░ ░░░░░░ ░░░ ░░░░░░ ░░░░ ░░░░░░ ░░░░░ ░░░ ░░░░░░ ░░░░ ░░░░░░ ░░░░ ░░░░ ░░░░░░ ░░░░░ ░░░░░░ ░░░ ░░░░░ ░░ ░░░░░░░ ░░░ ░░░░░░░ ░░░░ ░░░░░ ░░░ ░░░░░░ ░░░░ ░░░░░░ ░░░ ░░░░░░░ ░░░░ ░░░░░░ ░░░ ░░░░░░ ░░░░ ░░░░░░░ ░░░ ░░░░ ░░░░░░ ░░░░░ ░░░ ░░░░░░░ ░░░░ ░░░░ ░░░░░░░ ░░░ ░░░░░ ░░░░░░ ░░░░ ░░░ ░░░░░░ ░░░░░ ░░░░░ ░░░░ ░░░░░░ ░░░ ░░░░░░ ░░░░ ░░░░░ ░░░░ ░░░ ░░░░ ░░░░░░ ░░░ ░░░░░░░ ░░░░ ░░░░░░ ░░░ ░░░░░░ ░░░░ ░░░░ ░░░░░░ ░░░ ░░░░░ ░░░░░░ ░░░░ ░░░░ ░░░ ░░░░░░ ░░░░ ░░░░░░░ ░░░ ░░░░░ ░░░░░░ ░░░░ ░░░░░ ░░░ ░░░░ ░░░░░░ ░░░░ ░░░░░░░ ░░░ ░░░░ ░░░░░░░ ░░░ ░░░░░ ░░░░░░ ░░░░ ░░░░ ░░░░░░ ░░░ ░░░░░ ░░░░░░░ ░░░ ░░░░ ░░░░░░ ░░░░ ░░░░░ ░░░ ░░░░ ░░░░░░ ░░░░ ░░░░░ ░░░ ░░░░░░ ░░░░ ░░░░░░░ ░░░ ░░░░ ░░░░░░ ░░░░ ░░░░░ ░░░ ░░░░░░ ░░░░ ░░░░░░ ░░░ ░░░░░ ░░░░░░░ ░░░ ░░░░ ░░░░░░ ░░░ ░░░░░ ░░░░░░ ░░░░ ░░░░░░ ░░░ ░░░░░ ░░░░░░░ ░░░ ░░░░ ░░░░░ ░░░░░░ ░░░ ░░░░ ░░░░░░ ░░░ ░░░░ ░░░░░░░ ░░░ ░░░░ ░░░░░░ ░░░░ ░░░░░ ░░░ ░░░░░ ░░░░░░ ░░░ ░░░░ ░░░░░ (43, 246, 319, 880)
ad-list-item: Πίνετε ἕνα ζαμάνι ἀνώτερον τῶν Εὐρωπαϊκῶν. (704, 2015, 996, 2030)
ad-doctor-name: ΑΘ. ΤΡΑΧΙΛΗΣ (99, 1718, 262, 1742)
divider (698, 609, 1120, 611)
divider (698, 1089, 1120, 1092)
headline-ioannina: Η ΕΚΛΟΓΗ ΙΩΑΝΝΙΝΩΝ (1218, 627, 1383, 643)
ad-clinic-name: ΟΦΘΑΛΜΟΛΟΓΙΚΗ (336, 1982, 506, 2003)
column-kosmos (43, 35, 319, 1972)
ad-list-item: Κερδίζετε το κέρδος τῶν ἐμπόρων. (704, 1998, 917, 2013)
subheadline-ministry2: ΕΠΙΜΕΛΗΤΕΙΑ ΣΤΡΑΤΟΥ (1224, 1198, 1376, 1214)
divider (1137, 887, 1464, 890)
column-esoterika: ΕΣΩΤΕΡΙΚΑ ΣΥΓΧΑΡΗΤΗΡΙΑ ΕΠΙ ΤΗ ΕΘΝΙΚΗ ΕΟΡΤΗ ░░░ ░░░░ ░░░░ ░░░░ ░░░ ░░░░ ░░░░ ░░░░ ░░░ ░░░░░ ░░░░ ░░░ ░░░░ ░░░░ ░░░ ░░░░ ░░░░ ░░░ ░░░░ ░░░ ░░░░ ░░░░ ░░░░ ░░░ ░░░░ ░░░░ ░░░░ ░░░ ░░░░░ ░░░░ ░░░ ░░░░ ░░░░ ░░░ ░░░░ ░░░░ ░░░ ░░░░ ░░░ ░░░░ ░░░░ ░░░░ ░░░ ░░░░ ░░░░ ░░░░ ░░░ ░░░░░ ░░░░ ░░░ ░░░░ ░░░ ░░░░ ░░░░ ░░░░ ░░░ ░░░░ ░░░░ ░░░░ ░░░ ░░░░░ ░░░░ ░░░ ░░░░ ░░░░ ░░░ ░░░░ ░░░░ ░░░ ░░░░ ░░░ ░░░░ ░░░░ ΔΑΜΙΑΝΟΣ ░░░ ░░░░ ░░░░ ░░░░ ░░░ ░░░░ ░░░░ ░░░░ ░░░ ░░░░░ ░░░░ ░░░ ░░░░ ░░░░ ░░░ ░░░░ ░░░░ ░░░ ░░░░ ░░░ ░░░░ ░░░░ ░░░░ ░░░ ░░░░ ░░░░ ░░░░ ░░░ ░░░░░ ░░░░ ░░░ ░░░░ ░░░░ ░░░ ░░░░ ░░░░ ░░░ ░░░░ ░░░ ░░░░ ░░░░ ░░░░ ░░░ ░░░░ ░░░░ ░░░░ ░░░ ░░░░░ ░░░░ ░░░ ░░░░ ░░░ ░░░░ ░░░░ ░░░░ ░░░ ░░░░ ░░░░ ░░░░ ░░░ ░░░░░ ░░░░ ░░░ ░░░░ ░░░░ ░░░ ░░░░ ░░░░ ░░░ ░░░░ ░░░ ░░░░ ░░░░ ░░░░ ░░░ ░░░░ ░░░░ ░░░░ ░░░ ░░░░░ ░░░░ ░░░ ░░░░ ░░░ ░░░░ ░░░░ ░░░░ ░░░ ░░░░ ░░░░ ░░░░ ░░░ ░░░░░ ░░░░ ░░░ ░░░░ ░░░░ ░░░ ░░░░ ░░░░ ░░░ ░░░░ Η ΣΥΝΤΑΓΜΑΤΙΚΗ ΕΠΙΤΡΟΠΗ ░░░ ░░░░ ░░░░ ░░░░ ░░░ ░░░░ ░░░░ ░░░░ ░░░ ░░░░░ ░░░░ ░░░ ░░░░ ░░░░ ░░░ ░░░░ ░░░░ ░░░ ░░░░ ░░░ ░░░░ ░░░░ ░░░░ ░░░ ░░░░ ░░░░ ░░░░ ░░░ ░░░░░ ░░░░ ░░░ ░░░░ ░░░░ ░░░ ░░░░ Η ΕΚΛΟΓΗ ΙΩΑΝΝΙΝΩΝ ░░░ ░░░░ ░░░░ ░░░░ ░░░ ░░░░ ░░░░ ░░░░ ░░░ ░░░░░ ░░░░ ░░░ ░░░░ ░░░░ ░░░ ░░░░ ░░░░ ░░░ ░░░░ ░░░ ░░░░ ░░░░ ░░░░ ░░░ ░░░░ ΝΑΥΤΟΔΙΚΕΙΟΝ ░░░ ░░░░ ░░░░ ░░░░ ░░░ ░░░░ ░░░░ ░░░░ ░░░ ░░░░░ ░░░░ ░░░ ░░░░ ░░░░ ░░░ ░░░░ ░░░░ ░░░ ░░░░ ░░░ ░░░░ ░░░░ ░░░░ ░░░ ░░░░ ░░░░ ░░░░ ░░░ ░░░░░ ░░░░ ░░░ ░░░░ ΕΝΤΑΛΜΑ ΣΥΛΛΗΨΕΩΣ ░░░ ░░░░ ░░░░ ░░░░ ░░░ ░░░░ ░░░░ ░░░░ ░░░ ░░░░░ ░░░░ ░░░ ░░░░ ░░░░ ░░░ ░░░░ ░░░░ ░░░ ░░░░ ░░░ ░░░░ ░░░░ ░░░░ ░░░ ░░░░ ░░░░ ΥΠΟΥΡΓΕΙΟΝ ΣΤΡΑΤΙΩΤΙΚΩΝ ΕΠΙΜΕΛΗΤΕΙΑ ΣΤΡΑΤΟΥ Α' Ὑποδιεύθυνσις ░░░ ░░░░ ░░░░ ░░░░ ░░░ ░░░░ ░░░░ ░░░░ ░░░ ░░░░░ ░░░░ ░░░ ░░░░ ░░░░ ░░░ ░░░░ ░░░░ ░░░ ░░░░ ░░░ ░░░░ ░░░░ ░░░░ ░░░ ░░░░ ░░░░ ░░░░ ░░░ ░░░░░ ░░░░ ░░░ ░░░░ ░░░░ ░░░ ░░░░ ░░░░ ░░░ ░░░░ ░░░ ░░░░ ░░░░ ░░░░ ░░░ ░░░░ ░░░░ ░░░░ ░░░ ░░░░░ ░░░░ ░░░ ░░░░ ░░░ ░░░░ ░░░░ ░░░░ ░░░ ░░░░ ░░░░ ░░░░ ░░░ ░░░░░ ░░░░ ░░░ ░░░░ ░░░░ ░░░ ░░░░ ░░░░ ░░░ ░░░░ ░░░ ░░░░ ░░░░ Ἐν Ἀθήναις τῇ 22 Μαρτίου 1921 Ὁ ὑπουργός Ν. ΘΕΟΤΟΚΗΣ ΥΠΟΥΡΓΕΙΟΝ ΣΤΡΑΤΙΩΤΙΚΩΝ ΕΠΙΜΕΛΗΤΕΙΑ ΣΤΡΑΤΟΥ (Γραφεῖον Ἀρχηγοῦ) Ἀνακοίνωσις ░░░ ░░░░ ░░░░ ░░░░ ░░░ ░░░░ ░░░░ ░░░░ ░░░ ░░░░░ ░░░░ ░░░ ░░░░ ░░░░ ░░░ ░░░░ ░░░░ ░░░ ░░░░ ░░░ ░░░░ ░░░░ ░░░░ ░░░ ░░░░ ░░░░ ░░░░ ░░░ ░░░░░ ░░░░ ░░░ ░░░░ ░░░░ ░░░ ░░░░ Ἀθῆναι, 23|3|21. Ὁ Διευθυντὴς ΘΑΝΟΣ ΑΙΔΟΡΙΚΗΣ Συνταγματάρχης ΟΙ ΤΕΛΕΙΟΤΕΡΟΙ ΚΛΗΕΠΙΔΕΣΜΟΙ Χ. ΧΡΗΣΤΟΥ (1137, 35, 1464, 1478)
headline-unmarried: ΑΓΑΜΟΙ (336, 45, 402, 62)
ad-buy-line: ἀγοράζοντες τὰ ΨΑΘΑΚΙΑ (812, 2118, 1007, 2133)
subheadline-wounded: 6 ΑΞΙΩΜΑΤΙΚΟΙ ΚΑΙ 416 ΟΠΛΙΤΑΙ (493, 218, 1120, 251)
divider (915, 1480, 1121, 1483)
subheadline-ministry-2: Α' Ὑποδιεύθυνσις (1244, 939, 1357, 954)
notice-title: Προκήρυξις (762, 1607, 840, 1622)
article-wounded-cont: ░░░░ ░░░░░ ░░░░ ░░░░ ░░░░ ░░░ ░░░░░ ░░░░ ░░░░ ░░░░ ░░░░░ ░░░░ ░░░░ ░░░░░ ░░░░ ░░░░ ░░░░ ░░░ ░░░░ ░░░░░ ░░░░ ░░░░░ ░░░░ ░░░ ░░░░ ░░░░ ░░░░ ░░░░ ░░░ ░░░░ ░░░░░ ░░░░ ░░░░ ░░░░ ░░░ ░░░░░ ░░░░ ░░░░ ░░░░ ░░░░░ ░░░░ ░░░░ ░░░░░ ░░░░ ░░░░ ░░░░ ░░░ ░░░░ ░░░░░ ░░░░ ░░░░░ ░░░░ ░░░ ░░░░ ░░░░ ░░░░ ░░░░ ░░░ ░░░░ ░░░░░ ░░░░ ░░░░ ░░░░ ░░░ ░░░░░ ░░░░ ░░░░ ░░░░ ░░░░░ ░░░░ ░░░░ ░░░░░ ░░░░ ░░░░ ░░░░ ░░░ ░░░░ ░░░░░ ░░░░ ░░░░░ ░░░░ ░░░ ░░░░ ░░░░ ░░░░ ░░░░ ░░░ ░░░░ ░░░░░ ░░░░ ░░░░ ░░░░ ░░░ ░░░░░ ░░░░ ░░░░ ░░░░ ░░░░░ ░░░░ ░░░░ ░░░░░ ░░░░ ░░░░ ░░░░ ░░░ ░░░░ ░░░░░ ░░░░ ░░░░░ ░░░░ ░░░ ░░░░ ░░░░ ░░░░ ░░░░ ░░░ ░░░░ ░░░░░ ░░░░ ░░░░ ░░░░ ░░░ ░░░░░ ░░░░ ░░░░ ░░░░ ░░░░░ ░░░░ ░░░░ ░░░░░ ░░░░ ░░░░ ░░░░ ░░░ ░░░░ ░░░░░ ░░░░ ░░░░░ ░░░░ ░░░ ░░░░ ░░░░ ░░░░ ░░░░ ░░░ ░░░░ ░░░░░ ░░░░ ░░░░ ░░░░ ░░░ ░░░░░ ░░░░ ░░░░ ░░░░ ░░░░░ ░░░░ ░░░░ ░░░░░ ░░░░ ░░░░ ░░░░ ░░░ ░░░░ ░░░░░ ░░░░ ░░░░░ ░░░░ ░░░ ░░░░ ░░░░ ░░░░ ░░░░ ░░░ ░░░░ ░░░░░ ░░░░ ░░░░ ░░░░ ░░░ ░░░░░ ░░░░ ░░░░ ░░░░ ░░░░░ ░░░░ ░░░░ ░░░░░ ░░░░ ░░░░ ░░░░ ░░░ ░░░░ ░░░░░ ░░░░ ░░░░░ ░░░░ ░░░ ░░░░ ░░░░ ░░░░ ░░░░ ░░░ ░░░░ ░░░░░ ░░░░ ░░░░ ░░░░ ░░░ ░░░░░ ░░░░ ░░░░ ░░░░ ░░░░░ ░░░░ ░░░░ ░░░░░ ░░░░ ░░░░ ░░░░ ░░░ ░░░░ ░░░░░ ░░░░ ░░░░░ ░░░░ ░░░ ░░░░ ░░░░ ░░░░ ░░░░ ░░░ ░░░░ ░░░░░ ░░░░ ░░░░ ░░░░ ░░░ ░░░░░ ░░░░ ░░░░ ░░░░ ░░░░░ ░░░░ ░░░░ ░░░░░ ░░░░ ░░░░ ░░░░ ░░░ ░░░░ ░░░░░ ░░░░ ░░░░░ ░░░░ ░░░ ░░░░ ░░░░ ░░░░ ░░░░ ░░░ ░░░░ ░░░░░ ░░░░ ░░░░ ░░░░ ░░░ ░░░░░ ░░░░ ░░░░ ░░░░ ░░░░░ ░░░░ ░░░░ ░░░░░ ░░░░ ░░░░ ░░░░ ░░░ ░░░░ ░░░░░ ░░░░ ░░░░░ ░░░░ ░░░ ░░░░ ░░░░ ░░░░ ░░░░ ░░░ ░░░░ ░░░░░ ░░░░ ░░░░ ░░░░ ░░░ ░░░░░ ░░░░ ░░░░ ░░░░ ░░░░░ ░░░░ ░░░░ ░░░░░ ░░░░ ░░░░ ░░░░ ░░░ ░░░░ ░░░░░ ░░░░ ░░░░░ ░░░░ ░░░ ░░░░ ░░░░ ░░░░ ░░░░ ░░░ ░░░░ ░░░░░ ░░░░ ░░░░ ░░░░ ░░░ ░░░░░ ░░░░ ░░░░ ░░░░ ░░░░░ ░░░░ ░░░░ ░░░░░ ░░░░ ░░░░ ░░░░ ░░░ ░░░░ ░░░░░ ░░░░ ░░░░░ ░░░░ ░░░ ░░░░ ░░░░ ░░░░ ░░░░ ░░░ ░░░░ ░░░░░ ░░░░ ░░░░ ░░░░ ░░░ ░░░░░ ░░░░ ░░░░ ░░░░ ░░░░░ ░░░░ ░░░░ ░░░░░ ░░░░ ░░░░ ░░░░ ░░░ ░░░░ ░░░░░ ░░░░ ░░░░░ ░░░░ ░░░ ░░░░ ░░░░ ░░░░ ░░░░ ░░░ ░░░░ ░░░░░ ░░░░ ░░░░ ░░░░ ░░░ ░░░░░ ░░░░ ░░░░ ░░░░ ░░░░░ ░░░░ ░░░░ ░░░░░ ░░░░ ░░░░ ░░░░ ░░░ ░░░░ ░░░░░ ░░░░ ░░░░░ ░░░░ ░░░ ░░░░ ░░░░ ░░░░ ░░░░ ░░░ ░░░░ ░░░░░ ░░░░ ░░░░ ░░░░ ░░░ ░░░░░ ░░░░ ░░░░ ░░░░ ░░░░░ ░░░░ ░░░░ ░░░░░ ░░░░ ░░░░ ░░░░ ░░░ ░░░░ ░░░░░ ░░░░ ░░░░░ ░░░░ ░░░ ░░░░ ░░░░ ░░░░ ░░░░ ░░░ ░░░░ ░░░░░ ░░░░ ░░░░ ░░░░ ░░░ ░░░░░ ░░░░ ░░░░ ░░░░ ░░░░░ ░░░░ ░░░░ ░░░░░ ░░░░ ░░░░ ░░░░ ░░░ ░░░░ ░░░░░ ░░░░ ░░░░░ ░░░░ ░░░ ░░░░ ░░░░ ░░░░ ░░░░ ░░░ ░░░░ ░░░░░ ░░░░ ░░░░ ░░░░ ░░░ ░░░░░ ░░░░ ░░░░ ░░░░ ░░░░░ ░░░░ ░░░░ ░░░░░ ░░░░ ░░░░ ░░░░ ░░░ ░░░░ ░░░░░ ░░░░ ░░░░░ ░░░░ ░░░ ░░░░ ░░░░ ░░░░ ░░░░ ░░░ ░░░░ ░░░░░ ░░░░ ░░░░ ░░░░ ░░░ ░░░░░ ░░░░ ░░░░ ░░░░ ░░░░░ ░░░░ ░░░░ ░░░░░ ░░░░ ░░░░ ░░░░ ░░░ ░░░░ ░░░░░ ░░░░ ░░░░░ ░░░░ ░░░ (493, 609, 687, 2510)
headline-ministry: ΥΠΟΥΡΓΕΙΟΝ ΣΤΡΑΤΙΩΤΙΚΩΝ (1182, 895, 1419, 914)
divider (43, 1155, 319, 1156)
section-subtitle: ΘΕΑΤΡΟΝ. — ΣΥΝΑΥΛΙΑΙ. — ΕΟΡΤΑΙ. — ΕΚΘΕΣΕΙΣ (43, 182, 319, 217)
society-column: ΑΓΑΜΟΙ ░░░ ░░░░ ░░░░ ░░░░ ░░░ ░░░░ ░░░░ ░░░░ ░░░ ░░░░░ ░░░░ ░░░ ░░░░ ░░░░ ░░░ ░░░░ ░░░░ ░░░ ░░░░ ΣΥΝΑΥΛΙΑΙ ░░░ ░░░░ ░░░░ ░░░░ ░░░ ░░░░ ░░░░ ░░░░ ░░░ ░░░░░ ░░░░ ░░░ ░░░░ ░░░░ ░░░ ░░░░ ░░░░ ░░░ ░░░░ ░░░ ░░░░ ░░░░ ░░░░ ░░░ ░░░░ ░░░░ ░░░░ ░░░ ░░░░░ ░░░░ ░░░ ░░░░ ░░░░ ░░░ ░░░░ ░░░░ ░░░ ░░░░ ░░░ ░░░░ ░░░░ ░░░░ ░░░ ░░░░ ░░░░ ░░░░ ░░░ ░░░░░ ░░░░ ░░░ ░░░░ ░░░ ░░░░ ░░░░ ░░░░ ░░░ ░░░░ ░░░░ ░░░░ ░░░ ░░░░░ ░░░░ ░░░ ░░░░ ░░░░ ░░░ ░░░░ ░░░░ ░░░ ░░░░ ░░░ ░░░░ ░░░░ ░░░░ ░░░ ░░░░ ░░░░ ░░░░ ░░░ ░░░░░ ░░░░ ░░░ ░░░░ ░░░░ ░░░ ░░░░ ░░░░ ΔΙΑΛΕΞΕΙΣ ░░░ ░░░░ ░░░░ ░░░░ ░░░ ░░░░ ░░░░ ░░░░ ░░░ ░░░░░ ░░░░ ░░░ ░░░░ ░░░░ ░░░ ░░░░ ░░░░ ░░░ ░░░░ ░░░ ░░░░ ░░░░ ░░░░ ░░░ ░░░░ ░░░░ ░░░░ ░░░ ░░░░░ ░░░░ ░░░ ░░░░ ░░░░ ░░░ ░░░░ ░░░░ ░░░ ░░░░ ░░░ ░░░░ ░░░░ ░░░░ ░░░ ░░░░ ░░░░ ░░░░ ░░░ ░░░░░ ░░░░ ░░░ ░░░░ ░░░ ░░░░ ░░░░ ░░░░ ░░░ ░░░░ ░░░░ ░░░░ ░░░ ░░░░░ ░░░░ ΕΠΙΣΚΕΨΕΙΣ ░░░ ░░░░ ░░░░ ░░░░ ░░░ ░░░░ ░░░░ ░░░░ ░░░ ░░░░░ ░░░░ ░░░ ░░░░ ░░░░ ░░░ ░░░░ ░░░░ ░░░ ░░░░ ░░░ ░░░░ ░░░░ ░░░░ ░░░ ░░░░ ░░░░ ░░░░ ░░░ ░░░░░ ░░░░ ░░░ ░░░░ ░░░░ ░░░ ░░░░ ░░░░ ░░░ ░░░░ ░░░ ░░░░ ░░░░ ░░░░ ░░░ ░░░░ ░░░░ ΣΥΣΚΕΨΕΙΣ ΣΩΜΑΤΕΙΩΝ ░░░ ░░░░ ░░░░ ░░░░ ░░░ ░░░░ ░░░░ ░░░░ ░░░ ░░░░░ ░░░░ ░░░ ░░░░ ░░░░ ░░░ ░░░░ ░░░░ ░░░ ░░░░ ░░░ ░░░░ ░░░░ ░░░░ ░░░ ░░░░ ░░░░ ░░░░ ░░░ ░░░░░ ░░░░ ░░░ ░░░░ ░░░░ ░░░ ░░░░ ░░░░ ░░░ ░░░░ ░░░ ░░░░ ░░░░ ░░░░ ░░░ ░░░░ ░░░░ ░░░░ ░░░ ░░░░░ ░░░░ ░░░ ░░░░ ░░░ ░░░░ ░░░░ ░░░░ ░░░ ░░░░ ░░░░ ░░░░ ░░░ ░░░░░ ░░░░ ░░░ ░░░░ ░░░░ ░░░ ░░░░ ░░░░ ░░░ ░░░░ ░░░ ░░░░ ░░░░ ░░░░ ░░░ ░░░░ ░░░░ ░░░░ ░░░ ░░░░░ ΕΚΔΟΣΕΙΣ ░░░ ░░░░ ░░░░ ░░░░ ░░░ ░░░░ ░░░░ ░░░░ ░░░ ░░░░░ ░░░░ ░░░ ░░░░ ░░░░ ░░░ ░░░░ ░░░░ ░░░ ░░░░ ░░░ ░░░░ ░░░░ ░░░░ ░░░ ░░░░ ░░░░ ░░░░ ░░░ ░░░░░ ░░░░ ░░░ ░░░░ ░░░░ ░░░ ░░░░ ΝΕΑ ΚΛΙΝΙΚΗ ΟΦΘΑΛΜΟΛΟΓΙΚΗ ΜΙΧ. Π. ΓΕΩΡΓΙΑΔΟΥ ΘΕΡΑΠΕΥΟΝΤΑΙ ΤΑ ΤΡΑΧΩΜΑΤΑ Ο ΣΤΡΑΒΙΣΜΟΣ (336, 39, 483, 1972)
divider (336, 1014, 475, 1015)
headline-damianos: ΔΑΜΙΑΝΟΣ (1260, 305, 1340, 321)
subheadline-queen: ΕΠΕΣΚΕΦΘΗΣΑΝ ΧΘΕΣ ΤΟΥΣ ΤΡΑΥΜΑΤΙΑΣ (747, 680, 1072, 698)
ad-company-title: ΑΝΩΝΥΜΟΣ ΕΛΛΗΝΙΚΗ ΕΤΑΙΡΙΑ (928, 1288, 1107, 1323)
